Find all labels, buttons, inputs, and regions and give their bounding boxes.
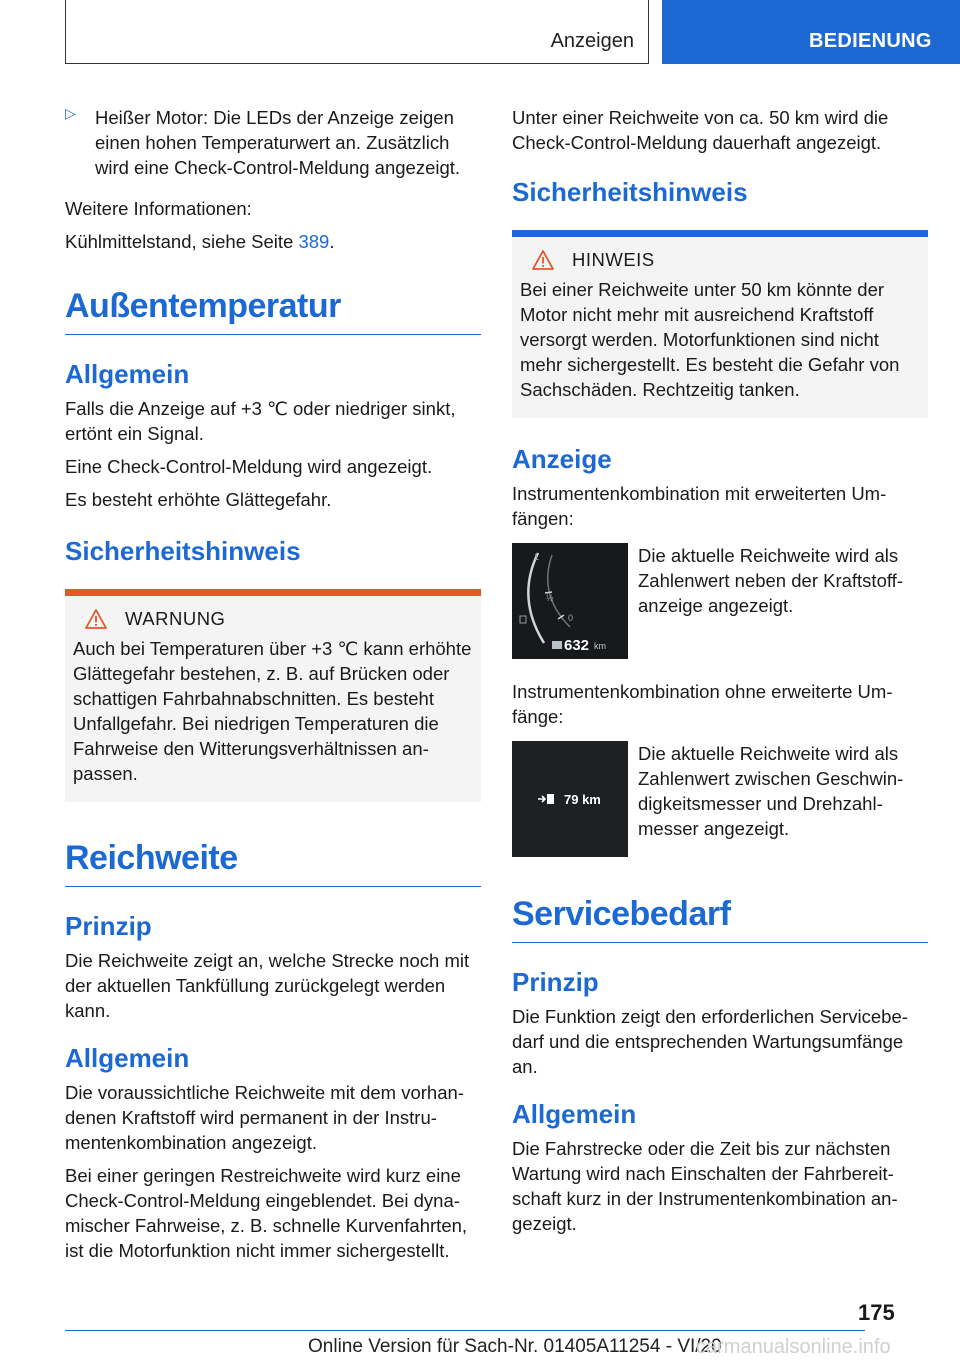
- paragraph: Eine Check-Control-Meldung wird angezeigt.: [65, 456, 433, 477]
- heading-sicherheitshinweis: Sicherheitshinweis: [512, 177, 748, 207]
- heading-prinzip: Prinzip: [512, 967, 599, 997]
- coolant-reference: Kühlmittelstand, siehe Seite 389.: [65, 231, 335, 252]
- range-unit-km: km: [594, 641, 606, 651]
- footer-divider: [65, 1330, 865, 1331]
- heading-allgemein: Allgemein: [65, 1043, 190, 1073]
- left-column: [65, 105, 481, 1271]
- paragraph: Die Reichweite zeigt an, welche Strecke noch mit der aktuellen Tankfüllung zurückgelegt werden kann.: [65, 950, 470, 1021]
- watermark: carmanualsonline.info: [696, 1336, 891, 1358]
- fuel-pump-icon: [538, 793, 556, 805]
- paragraph: Unter einer Reichweite von ca. 50 km wird die Check-Control-Meldung dauerhaft angezeigt.: [512, 107, 889, 153]
- image-row-basic: [512, 741, 928, 857]
- paragraph: Instrumentenkombination mit erweiterten Umfängen:: [512, 483, 887, 529]
- paragraph: Es besteht erhöhte Glättegefahr.: [65, 489, 332, 510]
- gauge-label-half: ½: [546, 593, 554, 603]
- paragraph: Die Funktion zeigt den erforderlichen Servicebedarf und die entsprechenden Wartungsumfänge an.: [512, 1006, 908, 1077]
- paragraph: Die voraussichtliche Reichweite mit dem vorhandenen Kraftstoff wird permanent in der Instrumentenkombination angezeigt.: [65, 1082, 464, 1153]
- hint-text: Bei einer Reichweite unter 50 km könnte der Motor nicht mehr mit ausreichend Kraftstoff versorgt werden. Motorfunktionen sind nicht mehr sichergestellt. Es besteht die Gefahr von Sachschäden. Rechtzeitig tanken.: [520, 279, 900, 400]
- instrument-cluster-image-basic: [512, 741, 628, 857]
- warning-triangle-icon: [532, 250, 554, 270]
- header-box: [65, 0, 649, 64]
- page-number: 175: [858, 1300, 895, 1325]
- header-section-label: Anzeigen: [550, 30, 634, 52]
- paragraph: Die Fahrstrecke oder die Zeit bis zur nächsten Wartung wird nach Einschalten der Fahrbereitschaft kurz in der Instrumentenkombination angezeigt.: [512, 1138, 898, 1234]
- heading-reichweite: Reichweite: [65, 839, 481, 887]
- image-row-extended: [512, 543, 928, 659]
- warning-triangle-icon: [85, 609, 107, 629]
- bullet-text: Heißer Motor: Die LEDs der Anzeige zeigen einen hohen Temperaturwert an. Zusätzlich wird eine Check-Control-Meldung angezeigt.: [95, 107, 461, 178]
- heading-aussentemperatur: Außentemperatur: [65, 287, 481, 335]
- footer-online-version: Online Version für Sach-Nr. 01405A11254 - VI/20: [308, 1336, 722, 1357]
- right-column: [512, 105, 928, 1244]
- range-value-79km: 79 km: [564, 792, 601, 807]
- image-caption: Die aktuelle Reichweite wird als Zahlenwert zwischen Geschwindigkeitsmesser und Drehzahlmesser angezeigt.: [638, 743, 904, 839]
- header-tab-bedienung[interactable]: BEDIENUNG: [662, 0, 960, 64]
- paragraph: Falls die Anzeige auf +3 ℃ oder niedriger sinkt, ertönt ein Signal.: [65, 398, 456, 444]
- gauge-label-1: 1: [534, 552, 540, 562]
- image-caption: Die aktuelle Reichweite wird als Zahlenwert neben der Kraftstoffanzeige angezeigt.: [638, 545, 903, 616]
- instrument-cluster-image-extended: [512, 543, 628, 659]
- heading-sicherheitshinweis: Sicherheitshinweis: [65, 536, 301, 566]
- more-info-label: Weitere Informationen:: [65, 198, 252, 219]
- heading-prinzip: Prinzip: [65, 911, 152, 941]
- hint-title: HINWEIS: [572, 249, 655, 270]
- paragraph: Bei einer geringen Restreichweite wird kurz eine Check-Control-Meldung eingeblendet. Bei dynamischer Fahrweise, z. B. schnelle Kurvenfahrten, ist die Motorfunktion nicht immer sichergestellt.: [65, 1165, 468, 1261]
- range-value-632: 632: [564, 637, 590, 654]
- warning-title: WARNUNG: [125, 608, 226, 629]
- heading-allgemein: Allgemein: [65, 359, 190, 389]
- paragraph: Instrumentenkombination ohne erweiterte Umfänge:: [512, 681, 893, 727]
- heading-servicebedarf: Servicebedarf: [512, 895, 928, 943]
- triangle-bullet-icon: ▷: [65, 105, 76, 121]
- heading-anzeige: Anzeige: [512, 444, 612, 474]
- list-item: [65, 105, 481, 180]
- hint-box: [512, 230, 928, 418]
- heading-allgemein: Allgemein: [512, 1099, 637, 1129]
- warning-text: Auch bei Temperaturen über +3 ℃ kann erhöhte Glättegefahr bestehen, z. B. auf Brücken oder schattigen Fahrbahnabschnitten. Es besteht Unfallgefahr. Bei niedrigen Temperaturen die Fahrweise den Witterungsverhältnissen anpassen.: [73, 638, 472, 784]
- gauge-label-0: 0: [568, 613, 574, 623]
- page-link-389[interactable]: 389: [298, 231, 330, 252]
- warning-box: [65, 589, 481, 802]
